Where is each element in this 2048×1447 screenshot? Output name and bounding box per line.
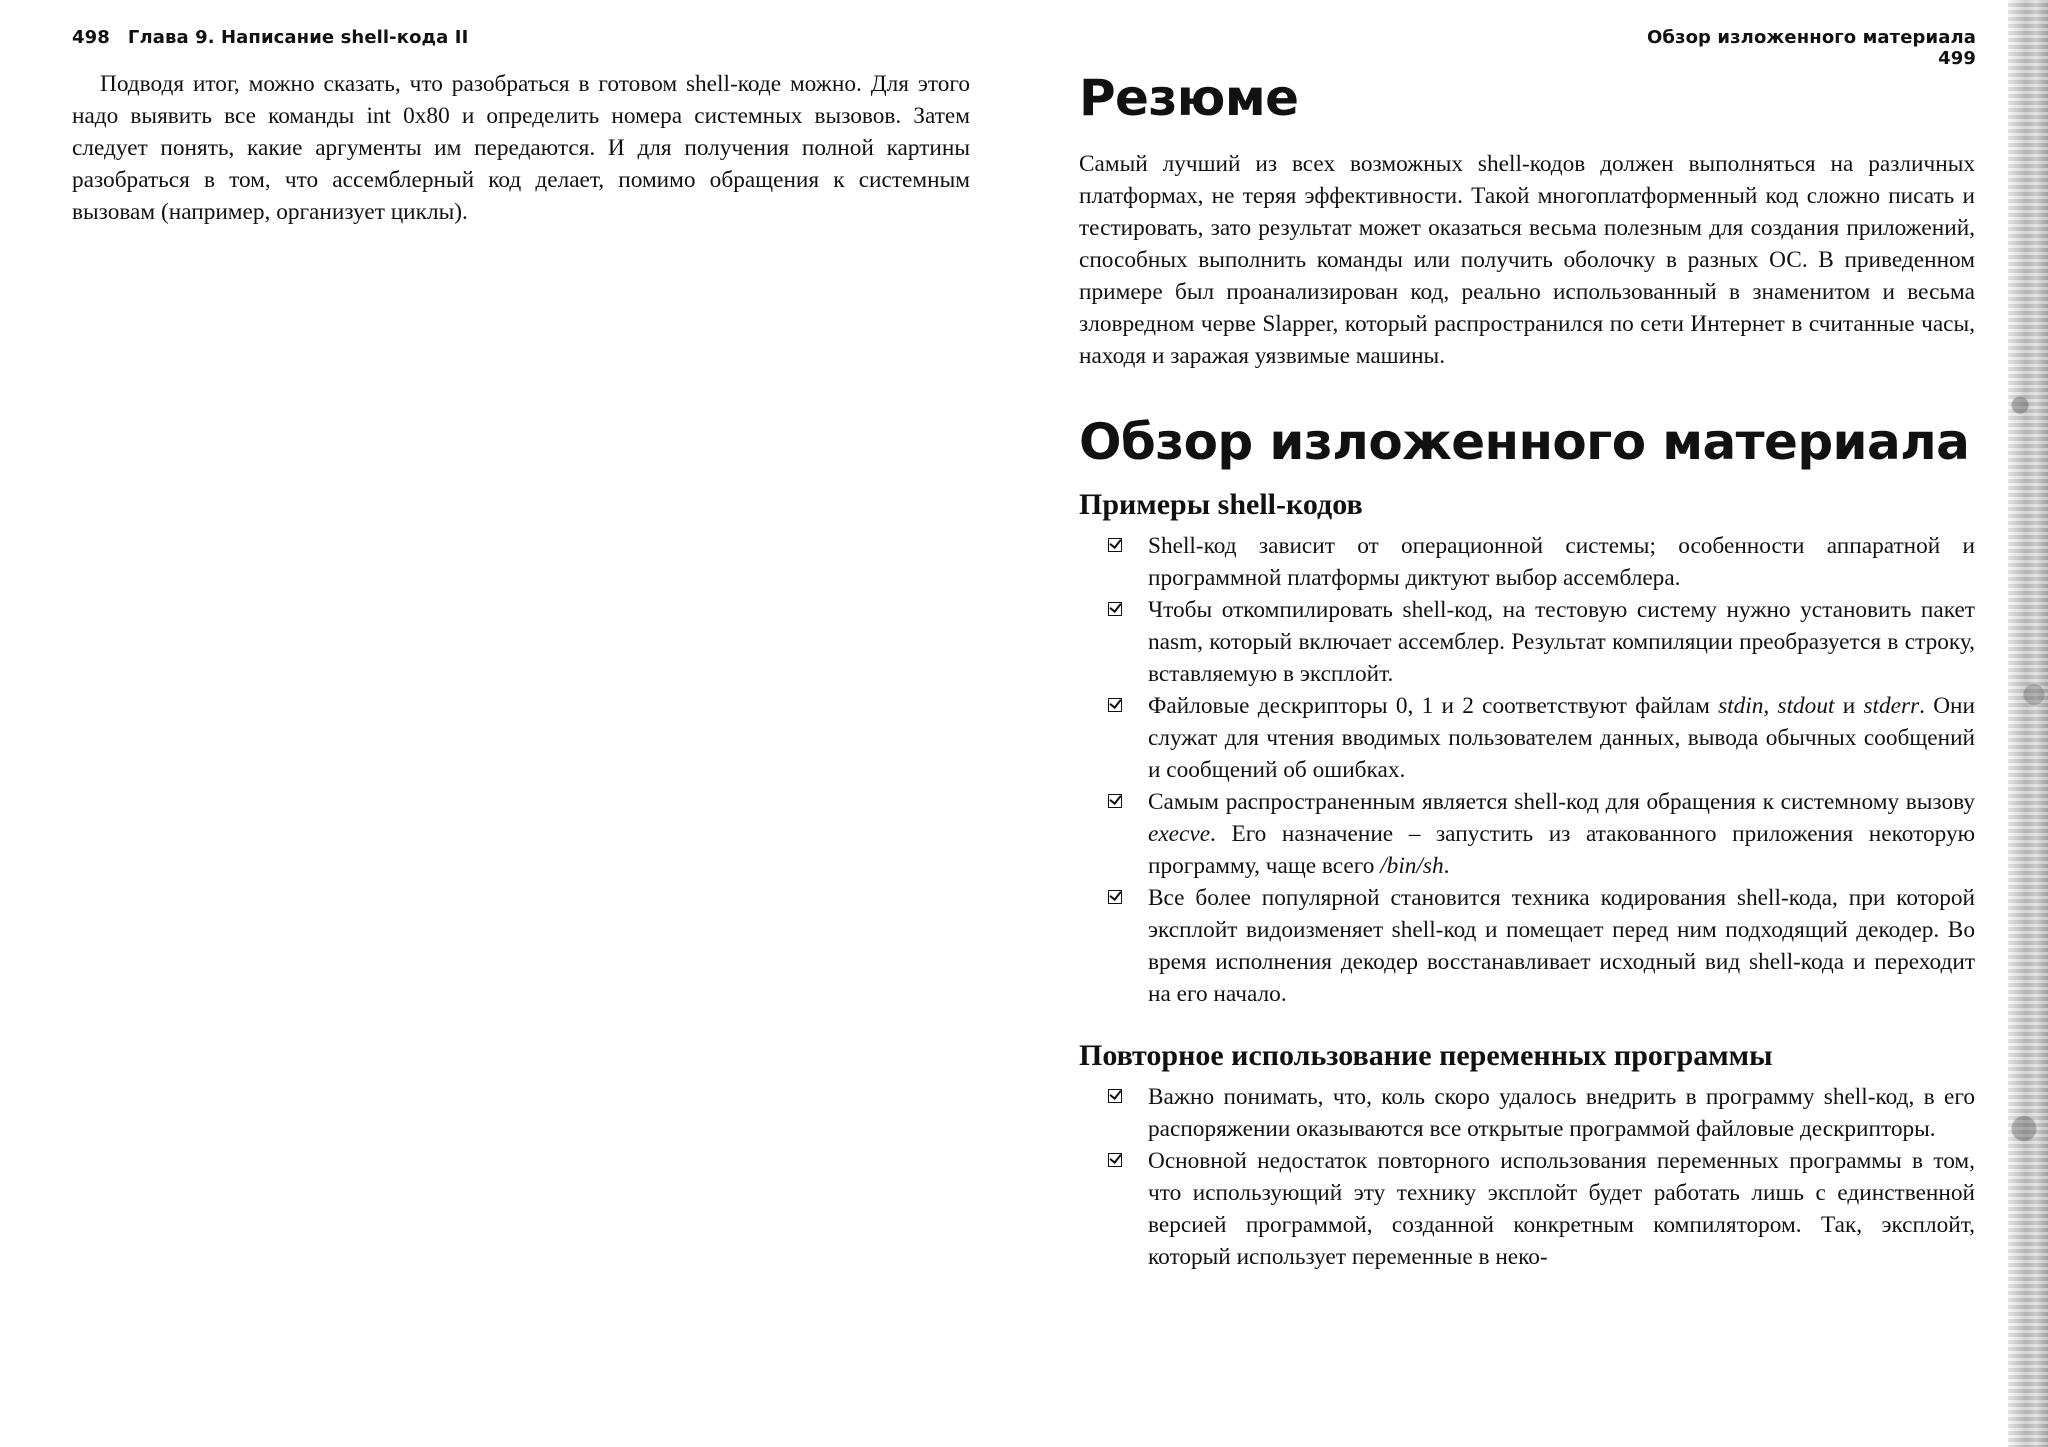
list-text: Важно понимать, что, коль скоро удалось внедрить в программу shell-код, в его распоряжении оказываются все открытые программой файловые дескрипторы. bbox=[1148, 1084, 1975, 1142]
list-item-text bbox=[1148, 693, 1975, 783]
list-text: . Они служат для чтения вводимых пользователем данных, вывода обычных сообщений и сообщений об ошибках. bbox=[1148, 693, 1975, 783]
italic-file-name: stdin bbox=[1718, 693, 1764, 719]
list-item bbox=[1079, 690, 1975, 786]
list-text: Самым распространенным является shell-код для обращения к системному вызову bbox=[1148, 789, 1975, 815]
left-page-body bbox=[72, 68, 970, 228]
checkbox-icon bbox=[1108, 698, 1122, 712]
shellcode-examples-list bbox=[1079, 530, 1975, 1010]
list-item bbox=[1079, 594, 1975, 690]
overview-heading: Обзор изложенного материала bbox=[1079, 413, 1970, 471]
checkbox-icon bbox=[1108, 538, 1122, 552]
checkbox-icon bbox=[1108, 794, 1122, 808]
right-section-title: Обзор изложенного материала bbox=[1646, 27, 1976, 48]
italic-file-name: stdout bbox=[1777, 693, 1835, 719]
left-page-number: 498 bbox=[72, 27, 110, 48]
list-text: и bbox=[1834, 693, 1864, 719]
list-item-text bbox=[1148, 1148, 1975, 1270]
list-item-text bbox=[1148, 1084, 1975, 1142]
list-text: Shell-код зависит от операционной системы; особенности аппаратной и программной платформы диктуют выбор ассемблера. bbox=[1148, 533, 1975, 591]
list-item bbox=[1079, 1145, 1975, 1273]
list-item-text bbox=[1148, 597, 1975, 687]
list-text: Файловые дескрипторы 0, 1 и 2 соответствуют файлам bbox=[1148, 693, 1719, 719]
list-text: Основной недостаток повторного использования переменных программы в том, что использующий эту технику эксплойт будет работать лишь с единственной версией программой, созданной конкретным компилятором. Так, эксплойт, который использует переменные в неко- bbox=[1148, 1148, 1975, 1270]
italic-file-name: stderr bbox=[1863, 693, 1920, 719]
checkbox-icon bbox=[1108, 602, 1122, 616]
list-item bbox=[1079, 530, 1975, 594]
list-item bbox=[1079, 882, 1975, 1010]
list-text: . bbox=[1443, 853, 1450, 879]
list-item bbox=[1079, 786, 1975, 882]
checkbox-icon bbox=[1108, 1089, 1122, 1103]
checkbox-icon bbox=[1108, 1153, 1122, 1167]
list-text: . Его назначение – запустить из атакованного приложения некоторую программу, чаще всего bbox=[1148, 821, 1975, 879]
list-text: , bbox=[1763, 693, 1778, 719]
shellcode-examples-heading: Примеры shell-кодов bbox=[1079, 488, 1363, 521]
left-chapter-title: Глава 9. Написание shell-кода II bbox=[127, 27, 469, 48]
list-text: Чтобы откомпилировать shell-код, на тестовую систему нужно установить пакет nasm, который включает ассемблер. Результат компиляции преобразуется в строку, вставляемую в эксплойт. bbox=[1148, 597, 1975, 687]
left-summary-paragraph: Подводя итог, можно сказать, что разобраться в готовом shell-коде можно. Для этого надо выявить все команды int 0x80 и определить номера системных вызовов. Затем следует понять, какие аргументы им передаются. И для получения полной картины разобраться в том, что ассемблерный код делает, помимо обращения к системным вызовам (например, организует циклы). bbox=[72, 71, 970, 225]
program-variables-list bbox=[1079, 1081, 1975, 1273]
right-page-number: 499 bbox=[1938, 48, 1976, 69]
list-item-text bbox=[1148, 533, 1975, 591]
list-item bbox=[1079, 1081, 1975, 1145]
left-running-head bbox=[72, 27, 468, 48]
checkbox-icon bbox=[1108, 890, 1122, 904]
italic-system-call: execve bbox=[1148, 821, 1211, 847]
summary-paragraph: Самый лучший из всех возможных shell-кодов должен выполняться на различных платформах, не теряя эффективности. Такой многоплатформенный код сложно писать и тестировать, зато результат может оказаться весьма полезным для создания приложений, способных выполнить команды или получить оболочку в разных ОС. В приведенном примере был проанализирован код, реально использованный в знаменитом и весьма зловредном черве Slapper, который распространился по сети Интернет в считанные часы, находя и заражая уязвимые машины. bbox=[1079, 151, 1975, 369]
list-item-text bbox=[1148, 885, 1975, 1007]
program-variables-heading: Повторное использование переменных программы bbox=[1079, 1039, 1773, 1072]
right-running-head bbox=[1614, 27, 1976, 69]
list-text: Все более популярной становится техника кодирования shell-кода, при которой эксплойт видоизменяет shell-код и помещает перед ним подходящий декодер. Во время исполнения декодер восстанавливает исходный вид shell-кода и переходит на его начало. bbox=[1148, 885, 1975, 1007]
page-edge-shadow bbox=[2008, 0, 2048, 1447]
summary-heading: Резюме bbox=[1079, 69, 1299, 127]
italic-program-path: /bin/sh bbox=[1380, 853, 1444, 879]
right-page-body bbox=[1079, 68, 1975, 1273]
list-item-text bbox=[1148, 789, 1975, 879]
